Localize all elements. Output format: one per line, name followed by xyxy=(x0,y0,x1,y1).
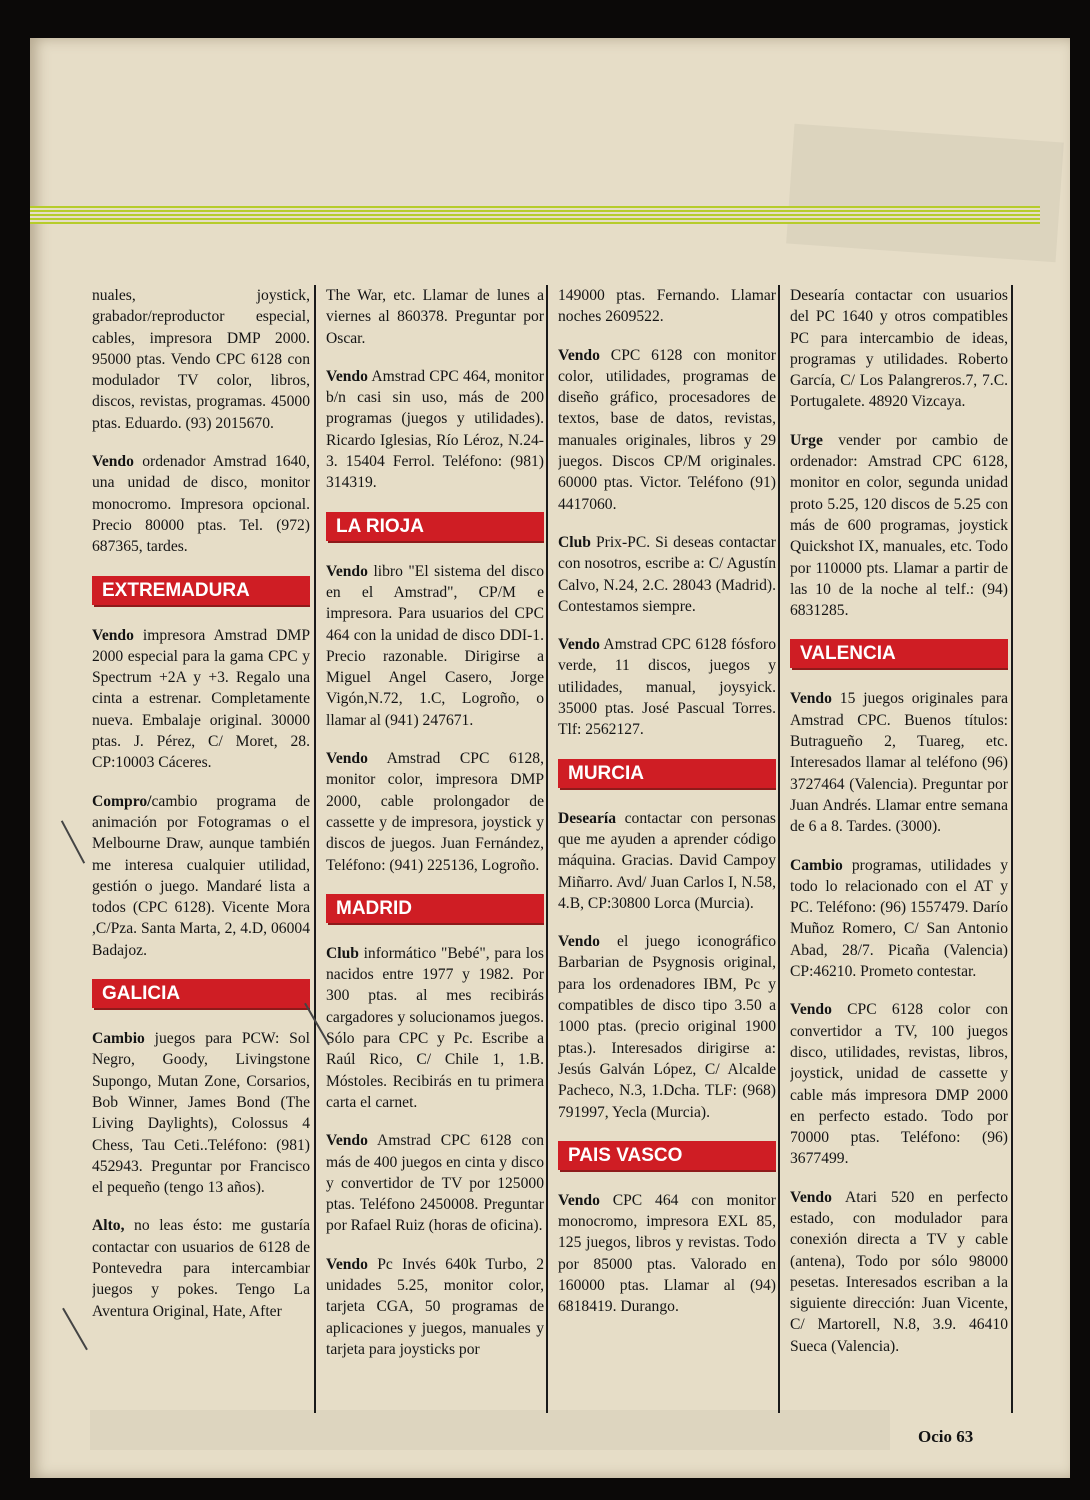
classified-ad xyxy=(326,1130,544,1236)
ad-lead-word: Vendo xyxy=(558,636,600,654)
classified-ad xyxy=(558,808,776,914)
page-number: Ocio 63 xyxy=(918,1427,974,1446)
ad-lead-word: Desearía xyxy=(558,809,617,827)
ad-body: CPC 464 con monitor monocromo, impresora EXL 85, 125 juegos, libros y revistas. Todo por 85000 ptas. Valorado en 160000 ptas. Llamar al (94) 6818419. Durango. xyxy=(558,1191,776,1316)
region-heading: EXTREMADURA xyxy=(92,576,310,605)
classified-ad xyxy=(92,1028,310,1198)
ad-lead-word: Vendo xyxy=(558,346,600,364)
ad-body: juegos para PCW: Sol Negro, Goody, Livingstone Supongo, Mutan Zone, Corsarios, Bob Winner, James Bond (The Living Daylights), Colossus 4 Chess, Tau Ceti..Teléfono: (981) 452943. Preguntar por Francisco el pequeño (tengo 13 años). xyxy=(92,1030,310,1197)
ad-lead-word: Club xyxy=(558,533,591,551)
column-divider xyxy=(778,285,780,1413)
classifieds-column-1 xyxy=(92,285,310,1413)
classified-ad xyxy=(326,943,544,1113)
classified-ad xyxy=(92,285,310,434)
ad-body: informático "Bebé", para los nacidos entre 1977 y 1982. Por 300 ptas. al mes recibirás cargadores y solucionamos juegos. Sólo para CPC y Pc. Escribe a Raúl Rico, C/ Chile 1, 1.B. Móstoles. Recibirás en tu primera carta el carnet. xyxy=(326,944,544,1111)
classified-ad xyxy=(92,791,310,961)
ad-body: The War, etc. Llamar de lunes a viernes al 860378. Preguntar por Oscar. xyxy=(326,287,544,347)
region-heading: PAIS VASCO xyxy=(558,1141,776,1170)
classified-ad xyxy=(558,345,776,515)
classifieds-column-3 xyxy=(558,285,776,1413)
ad-body: CPC 6128 color con convertidor a TV, 100 juegos disco, utilidades, revistas, libros, joystick, unidad de cassette y cable más impresora DMP 2000 en perfecto estado. Todo por 70000 ptas. Teléfono: (96) 3677499. xyxy=(790,1001,1008,1168)
classified-ad xyxy=(790,688,1008,837)
ad-lead-word: Vendo xyxy=(558,933,600,951)
bleed-through-ghost-banner xyxy=(90,1410,890,1450)
classified-ad xyxy=(92,451,310,557)
ad-body: CPC 6128 con monitor color, utilidades, programas de diseño gráfico, procesadores de textos, base de datos, revistas, manuales originales, libros y 29 juegos. Discos CP/M originales. 60000 ptas. Victor. Teléfono (91) 4417060. xyxy=(558,346,776,513)
ad-body: 15 juegos originales para Amstrad CPC. Buenos títulos: Butragueño 2, Tuareg, etc. Interesados llamar al teléfono (96) 3727464 (Valencia). Preguntar por Juan Andrés. Llamar entre semana de 6 a 8. Tardes. (3000). xyxy=(790,690,1008,836)
ad-lead-word: Vendo xyxy=(790,690,832,708)
ad-body: Amstrad CPC 6128 fósforo verde, 11 discos, juegos y utilidades, manual, joysyick. 35000 ptas. José Pascual Torres. Tlf: 2562127. xyxy=(558,636,776,739)
ad-body: vender por cambio de ordenador: Amstrad CPC 6128, monitor en color, segunda unidad proto 5.25, 120 discos de 5.25 con más de 600 programas, joystick Quickshot IX, manuales, etc. Todo por 110000 pts. Llamar a partir de las 10 de la noche al telf.: (94) 6831285. xyxy=(790,431,1008,620)
ad-body: impresora Amstrad DMP 2000 especial para la gama CPC y Spectrum +2A y +3. Regalo una cinta a estrenar. Completamente nueva. Embalaje original. 30000 ptas. J. Pérez, C/ Moret, 28. CP:10003 Cáceres. xyxy=(92,626,310,772)
ad-body: Amstrad CPC 464, monitor b/n casi sin uso, más de 200 programas (juegos y utilidades). Ricardo Iglesias, Río Léroz, N.24-3. 15404 Ferrol. Teléfono: (981) 314319. xyxy=(326,367,544,492)
ad-lead-word: Vendo xyxy=(790,1188,832,1206)
classified-ad xyxy=(558,931,776,1123)
classified-ad xyxy=(558,1190,776,1318)
ad-body: cambio programa de animación por Fotogramas o el Melbourne Draw, aunque también me interesa cualquier utilidad, gestión o juego. Mandaré lista a todos (CPC 6128). Vicente Mora ,C/Pza. Santa Marta, 2, 4.D, 06004 Badajoz. xyxy=(92,792,310,959)
ad-lead-word: Vendo xyxy=(326,750,368,768)
ad-lead-word: Vendo xyxy=(326,367,368,385)
ad-body: nuales, joystick, grabador/reproductor especial, cables, impresora DMP 2000. 95000 ptas. Vendo CPC 6128 con modulador TV color, libros, discos, revistas, programas. 45000 ptas. Eduardo. (93) 2015670. xyxy=(92,287,310,432)
classified-ad xyxy=(326,285,544,349)
classified-ad xyxy=(326,561,544,731)
ad-body: Atari 520 en perfecto estado, con modulador para conexión directa a TV y cable (antena), Todo por sólo 98000 pesetas. Interesados escriban a la siguiente dirección: Juan Vicente, C/ Martorell, N.8, 3.9. 46410 Sueca (Valencia). xyxy=(790,1188,1008,1355)
region-heading: VALENCIA xyxy=(790,639,1008,668)
ad-body: libro "El sistema del disco en el Amstrad", CP/M e impresora. Para usuarios del CPC 464 con la unidad de disco DDI-1. Precio razonable. Dirigirse a Miguel Angel Casero, Jorge Vigón,N.72, 1.C, Logroño, o llamar al (941) 247671. xyxy=(326,562,544,729)
region-heading: GALICIA xyxy=(92,979,310,1008)
classifieds-column-4 xyxy=(790,285,1008,1413)
classified-ad xyxy=(790,855,1008,983)
ad-body: programas, utilidades y todo lo relacionado con el AT y PC. Teléfono: (96) 1557479. Darío Muñoz Romero, C/ San Antonio Abad, 28/7. Picaña (Valencia) CP:46210. Prometo contestar. xyxy=(790,856,1008,981)
classified-ad xyxy=(92,1215,310,1321)
ad-body: contactar con personas que me ayuden a aprender código máquina. Gracias. David Campoy Miñarro. Avd/ Juan Carlos I, N.58, 4.B, CP:30800 Lorca (Murcia). xyxy=(558,809,776,912)
ad-lead-word: Cambio xyxy=(92,1030,145,1048)
ad-body: Amstrad CPC 6128 con más de 400 juegos en cinta y disco y convertidor de TV por 125000 ptas. Teléfono 2450008. Preguntar por Rafael Ruiz (horas de oficina). xyxy=(326,1132,544,1235)
classified-ad xyxy=(92,625,310,774)
ad-lead-word: Vendo xyxy=(326,562,368,580)
classified-ad xyxy=(558,634,776,740)
region-heading: MURCIA xyxy=(558,759,776,788)
classified-ad xyxy=(790,430,1008,622)
ad-lead-word: Vendo xyxy=(92,453,134,471)
ad-lead-word: Vendo xyxy=(558,1191,600,1209)
ad-body: Amstrad CPC 6128, monitor color, impresora DMP 2000, cable prolongador de cassette y de impresora, joystick y discos de juegos. Juan Fernández, Teléfono: (941) 225136, Logroño. xyxy=(326,750,544,874)
ad-body: el juego iconográfico Barbarian de Psygnosis original, para los ordenadores IBM, Pc y compatibles de disco tipo 3.50 a 1000 ptas. (precio original 1900 ptas.). Interesados dirigirse a: Jesús Galván López, C/ Alcalde Pacheco, N.3, 1.Dcha. TLF: (968) 791997, Yecla (Murcia). xyxy=(558,933,776,1121)
column-divider xyxy=(1011,285,1013,1413)
ad-body: Desearía contactar con usuarios del PC 1640 y otros compatibles PC para intercambio de ideas, programas y utilidades. Roberto García, C/ Los Palangreros.7, 7.C. Portugalete. 48920 Vizcaya. xyxy=(790,287,1008,411)
green-header-stripe xyxy=(30,206,1040,224)
ad-lead-word: Vendo xyxy=(326,1255,368,1273)
classified-ad xyxy=(326,748,544,876)
column-divider xyxy=(314,285,316,1413)
classified-ad xyxy=(558,532,776,617)
ad-body: Prix-PC. Si deseas contactar con nosotros, escribe a: C/ Agustín Calvo, N.24, 2.C. 28043 (Madrid). Contestamos siempre. xyxy=(558,533,776,615)
classified-ad xyxy=(558,285,776,328)
ad-lead-word: Vendo xyxy=(790,1001,832,1019)
region-heading: LA RIOJA xyxy=(326,512,544,541)
classifieds-column-2 xyxy=(326,285,544,1413)
bleed-through-ghost-logo xyxy=(786,124,1064,263)
column-divider xyxy=(546,285,548,1413)
classified-ad xyxy=(790,285,1008,413)
ad-body: no leas ésto: me gustaría contactar con usuarios de 6128 de Pontevedra para intercambiar juegos y pokes. Tengo La Aventura Original, Hate, After xyxy=(92,1217,310,1320)
ad-lead-word: Alto, xyxy=(92,1217,125,1235)
ad-lead-word: Cambio xyxy=(790,856,843,874)
classified-ad xyxy=(326,366,544,494)
classified-ad xyxy=(326,1254,544,1360)
ad-body: Pc Invés 640k Turbo, 2 unidades 5.25, monitor color, tarjeta CGA, 50 programas de aplicaciones y juegos, manuales y tarjeta para joysticks por xyxy=(326,1255,544,1358)
ad-body: 149000 ptas. Fernando. Llamar noches 2609522. xyxy=(558,287,776,326)
ad-lead-word: Vendo xyxy=(326,1132,368,1150)
ad-body: ordenador Amstrad 1640, una unidad de disco, monitor monocromo. Impresora opcional. Precio 80000 ptas. Tel. (972) 687365, tardes. xyxy=(92,453,310,556)
classified-ad xyxy=(790,999,1008,1169)
ad-lead-word: Vendo xyxy=(92,626,134,644)
ad-lead-word: Urge xyxy=(790,431,823,449)
ad-lead-word: Club xyxy=(326,944,359,962)
region-heading: MADRID xyxy=(326,894,544,923)
classified-ad xyxy=(790,1187,1008,1357)
ad-lead-word: Compro/ xyxy=(92,792,152,810)
